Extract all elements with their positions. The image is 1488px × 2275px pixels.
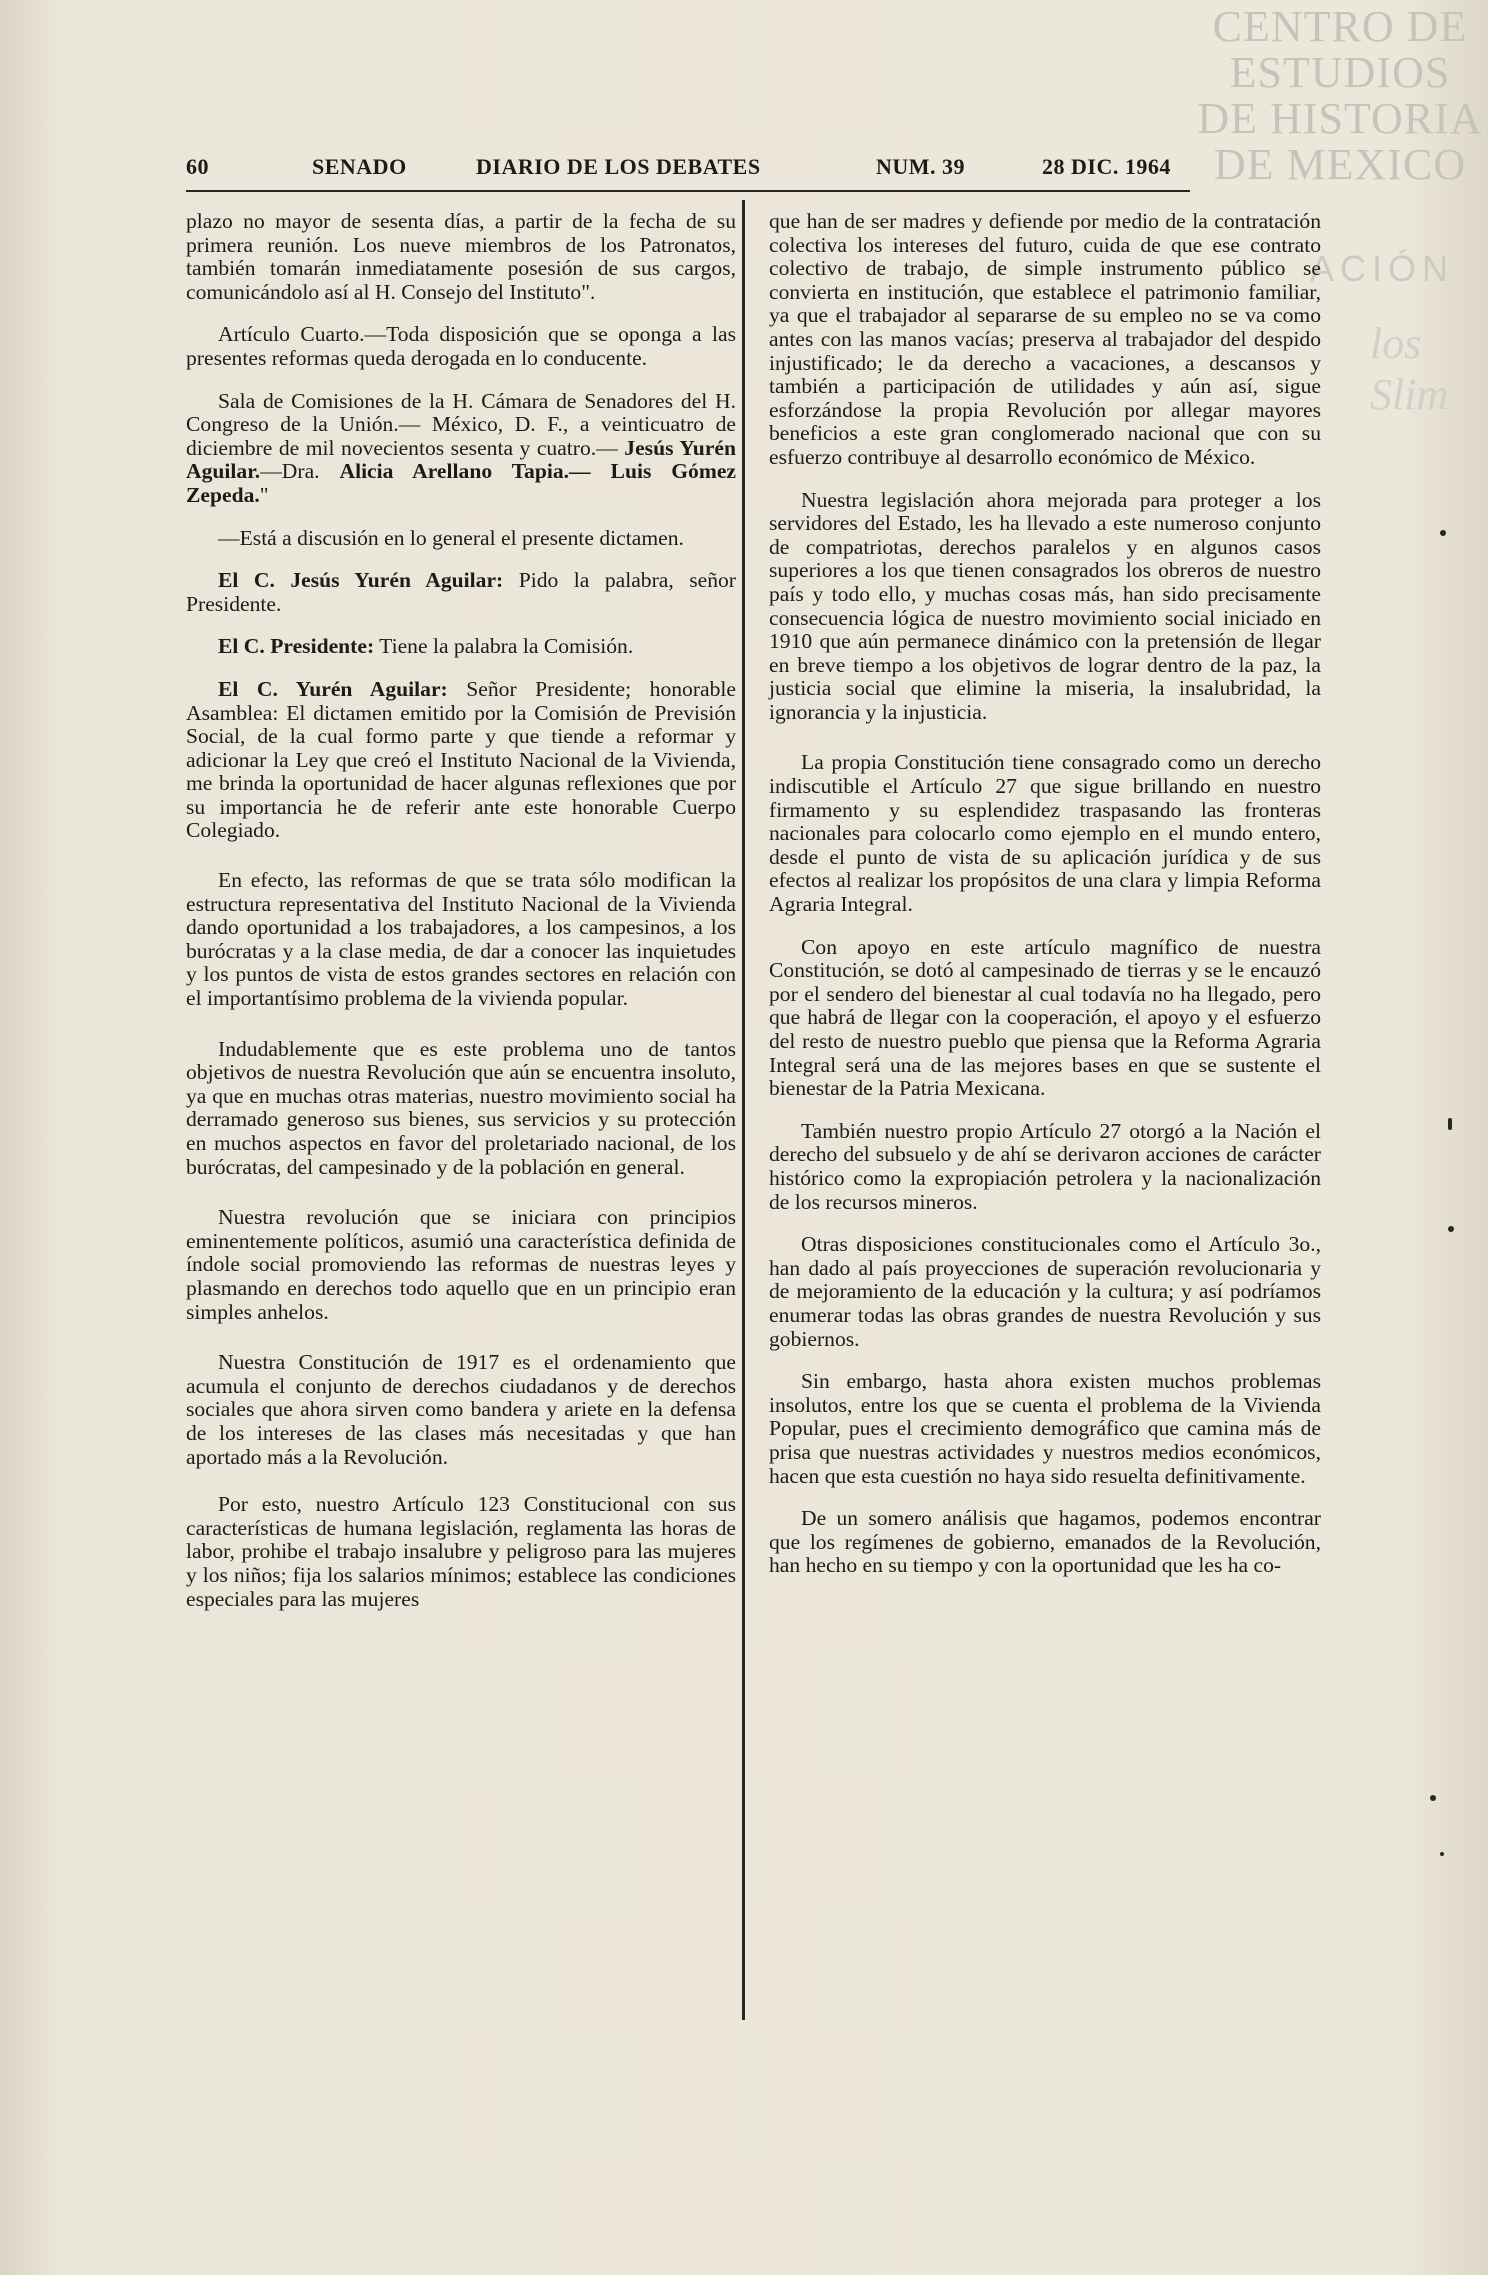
ink-speck <box>1448 1118 1452 1130</box>
paragraph-text: —Dra. <box>260 459 340 484</box>
left-column <box>186 210 736 1611</box>
speech-text: Tiene la palabra la Comisión. <box>374 634 634 659</box>
paragraph: La propia Constitución tiene consagrado como un derecho indiscutible el Artículo 27 que sigue brillando en nuestro firmamento y su esplendidez traspasando las fronteras nacionales para colocarlo como ejemplo en el mundo entero, desde el punto de vista de su aplicación jurídica y de sus efectos al realizar los propósitos de una clara y limpia Reforma Agraria Integral. <box>769 750 1321 917</box>
paragraph: Indudablemente que es este problema uno de tantos objetivos de nuestra Revolución que aún se encuentra insoluto, ya que en muchas otras materias, nuestro movimiento social ha derramado generoso sus bienes, sus servicios y su protección en muchos aspectos en favor del proletariado nacional, de los burócratas, del campesinado y de la población en general. <box>186 1036 736 1179</box>
paragraph: plazo no mayor de sesenta días, a partir de la fecha de su primera reunión. Los nueve miembros de los Patronatos, también tomarán inmediatamente posesión de sus cargos, comunicándolo así al H. Consejo del Instituto". <box>186 209 736 304</box>
paragraph: Nuestra Constitución de 1917 es el ordenamiento que acumula el conjunto de derechos ciudadanos y de derechos sociales que ahora sirven como bandera y ariete en la defensa de los intereses de las clases más necesitadas y que han aportado más a la Revolución. <box>186 1350 736 1469</box>
watermark-line: DE MEXICO <box>1213 140 1467 189</box>
running-header <box>186 154 1190 186</box>
paragraph-text: Sala de Comisiones de la H. Cámara de Senadores del H. Congreso de la Unión.— México, D. F., a veinticuatro de diciembre de mil novecientos sesenta y cuatro.— <box>186 388 736 460</box>
chamber-name: SENADO <box>312 154 407 179</box>
issue-date: 28 DIC. 1964 <box>1042 154 1171 179</box>
speech-paragraph <box>186 678 736 843</box>
paragraph: —Está a discusión en lo general el presente dictamen. <box>218 525 684 550</box>
paragraph-text: " <box>259 482 269 507</box>
paragraph: Nuestra revolución que se iniciara con principios eminentemente políticos, asumió una característica definida de índole social promoviendo las reformas de nuestras leyes y plasmando en derechos todo aquello que en un principio eran simples anhelos. <box>186 1205 736 1324</box>
paragraph: Otras disposiciones constitucionales como el Artículo 3o., han dado al país proyecciones de superación revolucionaria y de mejoramiento de la educación y la cultura; y así podríamos enumerar todas las obras grandes de nuestra Revolución y sus gobiernos. <box>769 1232 1321 1351</box>
signatory: Alicia Arellano Tapia.— Luis Gómez Zepeda. <box>186 459 736 507</box>
publication-title: DIARIO DE LOS DEBATES <box>476 154 761 179</box>
speech-paragraph <box>186 569 736 616</box>
watermark-line: CENTRO DE <box>1212 2 1468 51</box>
watermark-side-text: ACIÓN <box>1310 248 1455 289</box>
header-rule <box>186 190 1190 192</box>
speaker-name: El C. Presidente: <box>218 634 375 659</box>
watermark-line: ESTUDIOS <box>1229 48 1451 97</box>
column-divider <box>742 200 745 2020</box>
issue-number: NUM. 39 <box>876 154 966 179</box>
speech-text: Pido la palabra, señor Presidente. <box>186 568 736 616</box>
paragraph: Sin embargo, hasta ahora existen muchos problemas insolutos, entre los que se cuenta el problema de la Vivienda Popular, pues el crecimiento demográfico que camina más de prisa que nuestras actividades y nuestros medios económicos, hacen que esta cuestión no haya sido resuelta definitivamente. <box>769 1369 1321 1488</box>
watermark-signature: los Slim <box>1370 319 1449 419</box>
signatory: Jesús Yurén Aguilar. <box>186 435 736 484</box>
paragraph: En efecto, las reformas de que se trata sólo modifican la estructura representativa del Instituto Nacional de la Vivienda dando oportunidad a los trabajadores, a los campesinos, a los burócratas y a la clase media, de dar a conocer las inquietudes y los puntos de vista de estos grandes sectores en relación con el importantísimo problema de la vivienda popular. <box>186 868 736 1011</box>
ink-speck <box>1440 1852 1444 1856</box>
right-column <box>769 210 1321 1578</box>
speech-text: Señor Presidente; honorable Asamblea: El dictamen emitido por la Comisión de Previsión Social, de la cual formo parte y que tiende a reformar y adicionar la Ley que creó el Instituto Nacional de la Vivienda, me brinda la oportunidad de hacer algunas reflexiones que por su importancia he de referir ante este honorable Cuerpo Colegiado. <box>186 676 736 843</box>
paragraph: que han de ser madres y defiende por medio de la contratación colectiva los intereses del futuro, cuida de que ese contrato colectivo de trabajo, de simple instrumento público se convierta en institución, que establece el patrimonio familiar, ya que el trabajador al separarse de su empleo no se va como antes con las manos vacías; preserva al trabajador del despido injustificado; le da derecho a vacaciones, a descansos y también a participación de utilidades y aún así, sigue esforzándose la propia Revolución por allegar mayores beneficios a este gran conglomerado nacional que con su esfuerzo contribuye al desarrollo económico de México. <box>769 209 1321 469</box>
speech-paragraph <box>186 635 736 659</box>
ink-speck <box>1430 1795 1436 1801</box>
ink-speck <box>1448 1226 1454 1232</box>
watermark <box>1190 4 1488 188</box>
paragraph: Con apoyo en este artículo magnífico de nuestra Constitución, se dotó al campesinado de tierras y se le encauzó por el sendero del bienestar al cual todavía no ha llegado, pero que habrá de llegar con la cooperación, el apoyo y el esfuerzo del resto de nuestro pueblo que piensa que la Reforma Agraria Integral será una de las mejores bases en que se sustente el bienestar de la Patria Mexicana. <box>769 934 1321 1101</box>
page-number: 60 <box>186 154 209 179</box>
paragraph: También nuestro propio Artículo 27 otorgó a la Nación el derecho del subsuelo y de ahí se derivaron acciones de carácter histórico como la expropiación petrolera y la nacionalización de los recursos mineros. <box>769 1118 1321 1214</box>
speaker-name: El C. Yurén Aguilar: <box>218 676 448 701</box>
watermark-line: DE HISTORIA <box>1197 94 1483 143</box>
paragraph: Nuestra legislación ahora mejorada para proteger a los servidores del Estado, les ha llevado a este numeroso conjunto de compatriotas, derechos paralelos y en algunos casos superiores a los que tienen consagrados los obreros de nuestro país y todo ello, y muchas cosas más, han sido precisamente consecuencia lógica de nuestro movimiento social iniciado en 1910 que aún permanece dinámico con la pretensión de llegar en breve tiempo a los objetivos de lograr dentro de la paz, la justicia social que elimine la miseria, la insalubridad, la ignorancia y la injusticia. <box>769 487 1321 724</box>
signature-paragraph <box>186 390 736 508</box>
speaker-name: El C. Jesús Yurén Aguilar: <box>218 568 504 593</box>
ink-speck <box>1440 530 1446 536</box>
paragraph: Artículo Cuarto.—Toda disposición que se oponga a las presentes reformas queda derogada en lo conducente. <box>186 322 736 370</box>
paragraph: De un somero análisis que hagamos, podemos encontrar que los regímenes de gobierno, emanados de la Revolución, han hecho en su tiempo y con la oportunidad que les ha co- <box>769 1506 1321 1578</box>
paragraph: Por esto, nuestro Artículo 123 Constitucional con sus características de humana legislación, reglamenta las horas de labor, prohibe el trabajo insalubre y peligroso para las mujeres y los niños; fija los salarios mínimos; establece las condiciones especiales para las mujeres <box>186 1492 736 1611</box>
